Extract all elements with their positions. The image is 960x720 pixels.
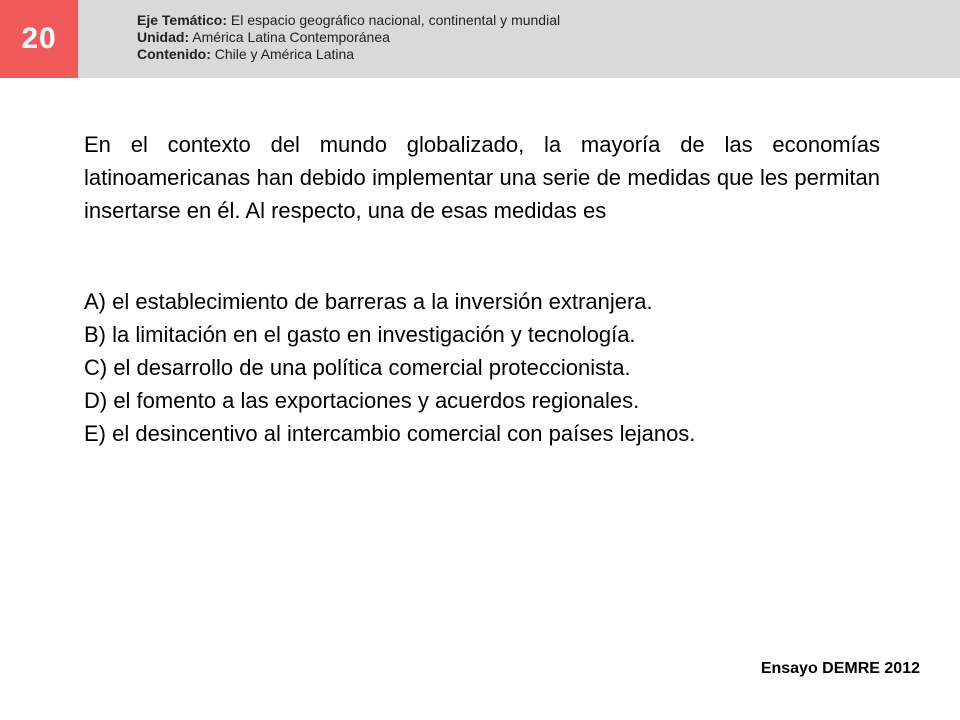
unidad-label: Unidad:: [137, 29, 190, 45]
eje-tematico-value: El espacio geográfico nacional, continental y mundial: [230, 12, 561, 28]
contenido-row: [137, 46, 560, 63]
option-c: C) el desarrollo de una política comercial proteccionista.: [84, 355, 631, 380]
header-info: [137, 12, 560, 63]
option-d: D) el fomento a las exportaciones y acuerdos regionales.: [84, 388, 640, 413]
source-footer: Ensayo DEMRE 2012: [760, 660, 920, 677]
question-number-badge: [0, 0, 78, 78]
contenido-label: Contenido:: [137, 46, 211, 62]
contenido-value: Chile y América Latina: [214, 46, 355, 62]
option-e: E) el desincentivo al intercambio comercial con países lejanos.: [84, 421, 696, 446]
eje-tematico-label: Eje Temático:: [137, 12, 227, 28]
option-b: B) la limitación en el gasto en investigación y tecnología.: [84, 322, 636, 347]
answer-options: [84, 285, 904, 450]
eje-tematico-row: [137, 12, 560, 29]
unidad-value: América Latina Contemporánea: [192, 29, 390, 45]
question-text: En el contexto del mundo globalizado, la mayoría de las economías latinoamericanas han debido implementar una serie de medidas que les permitan insertarse en él. Al respecto, una de esas medidas es: [84, 132, 880, 223]
option-a: A) el establecimiento de barreras a la inversión extranjera.: [84, 289, 653, 314]
header-bar: [0, 0, 960, 78]
unidad-row: [137, 29, 560, 46]
question-number: 20: [21, 22, 57, 55]
